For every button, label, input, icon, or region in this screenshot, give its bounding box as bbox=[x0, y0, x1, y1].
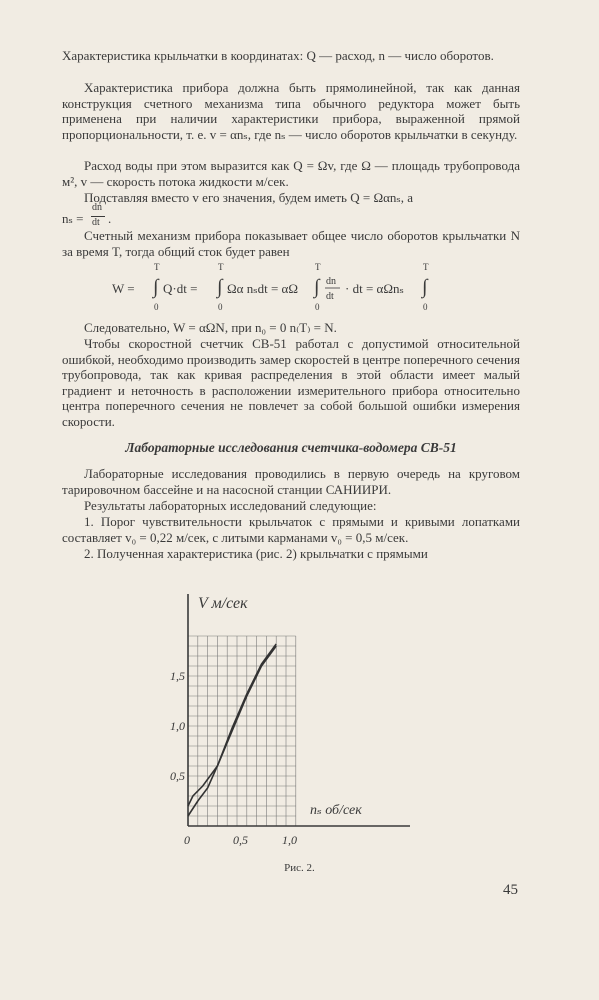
paragraph-11: 2. Полученная характеристика (рис. 2) крыльчатки с прямыми bbox=[84, 546, 428, 561]
x-tick-label: 0 bbox=[184, 833, 190, 847]
paragraph-9: Результаты лабораторных исследований следующие: bbox=[84, 498, 377, 513]
formula-term-1: Q·dt = bbox=[163, 281, 198, 296]
lower-limit-1: 0 bbox=[154, 302, 159, 312]
paragraph-3: Расход воды при этом выразится как Q = Ωv, где Ω — площадь трубопровода м², v — скорость потока жидкости м/сек. bbox=[62, 158, 520, 189]
x-tick-label: 1,0 bbox=[282, 833, 297, 847]
formula-frac-num: dn bbox=[326, 276, 336, 287]
ns-num: dn bbox=[92, 202, 102, 213]
figure-caption: Рис. 2. bbox=[284, 862, 315, 874]
upper-limit-4: T bbox=[423, 262, 429, 272]
y-tick-label: 0,5 bbox=[170, 769, 185, 783]
lower-limit-3: 0 bbox=[315, 302, 320, 312]
paragraph-4: Подставляя вместо v его значения, будем иметь Q = Ωαnₛ, а bbox=[84, 190, 414, 205]
chart-series bbox=[188, 644, 276, 816]
formula-term-2: Ωα nₛdt = αΩ bbox=[227, 281, 299, 296]
section-heading: Лабораторные исследования счетчика-водомера СВ-51 bbox=[125, 440, 457, 455]
integral-sign-2: ∫ bbox=[217, 276, 223, 298]
integral-sign-3: ∫ bbox=[314, 276, 320, 298]
chart-axes bbox=[188, 594, 410, 826]
upper-limit-3: T bbox=[315, 262, 321, 272]
lower-limit-2: 0 bbox=[218, 302, 223, 312]
ns-lhs: nₛ = bbox=[62, 211, 84, 226]
series-line-2 bbox=[188, 644, 276, 816]
formula-term-3: · dt = αΩnₛ bbox=[345, 281, 404, 296]
ns-den: dt bbox=[92, 217, 100, 228]
page-number: 45 bbox=[503, 882, 518, 898]
paragraph-10: 1. Порог чувствительности крыльчаток с прямыми и кривыми лопатками составляет v₀ = 0,22 м/сек, с литыми карманами v₀ = 0,5 м/сек. bbox=[62, 514, 520, 545]
flow-integral-formula bbox=[100, 262, 500, 318]
chart-grid bbox=[188, 636, 296, 826]
figure-2-chart bbox=[160, 582, 420, 852]
paragraph-6: Следовательно, W = αΩN, при n₀ = 0 n₍T₎ = N. bbox=[84, 320, 337, 335]
paragraph-2: Характеристика прибора должна быть прямолинейной, так как данная конструкция счетного механизма типа обычного редуктора может быть применена при наличии характеристики прибора, выраженной прямой пропорциональности, т. е. v = αnₛ, где nₛ — число оборотов крыльчатки в секунду. bbox=[62, 80, 520, 142]
ns-tail: . bbox=[108, 211, 112, 226]
y-tick-label: 1,0 bbox=[170, 719, 185, 733]
paragraph-7: Чтобы скоростной счетчик СВ-51 работал с допустимой относительной ошибкой, необходимо производить замер скоростей в центре поперечного сечения трубопровода, так как кривая распределения в этой области имеет малый градиент и неточность в расположении измерительного прибора относительно центра поперечного сечения не повлечет за собой большой ошибки измерения скорости. bbox=[62, 336, 520, 429]
upper-limit-2: T bbox=[218, 262, 224, 272]
paragraph-1: Характеристика крыльчатки в координатах: Q — расход, n — число оборотов. bbox=[62, 48, 494, 63]
ns-definition bbox=[62, 204, 142, 230]
paragraph-8: Лабораторные исследования проводились в первую очередь на круговом тарировочном бассейне и на насосной станции САНИИРИ. bbox=[62, 466, 520, 497]
paragraph-5: Счетный механизм прибора показывает общее число оборотов крыльчатки N за время T, тогда общий сток будет равен bbox=[62, 228, 520, 259]
y-axis-label: V м/сек bbox=[198, 595, 248, 612]
upper-limit-1: T bbox=[154, 262, 160, 272]
y-tick-label: 1,5 bbox=[170, 669, 185, 683]
integral-sign-1: ∫ bbox=[153, 276, 159, 298]
x-axis-label: nₛ об/сек bbox=[310, 803, 362, 818]
formula-lhs: W = bbox=[112, 281, 135, 296]
x-tick-label: 0,5 bbox=[233, 833, 248, 847]
integral-sign-4: ∫ bbox=[422, 276, 428, 298]
formula-frac-den: dt bbox=[326, 291, 334, 302]
lower-limit-4: 0 bbox=[423, 302, 428, 312]
